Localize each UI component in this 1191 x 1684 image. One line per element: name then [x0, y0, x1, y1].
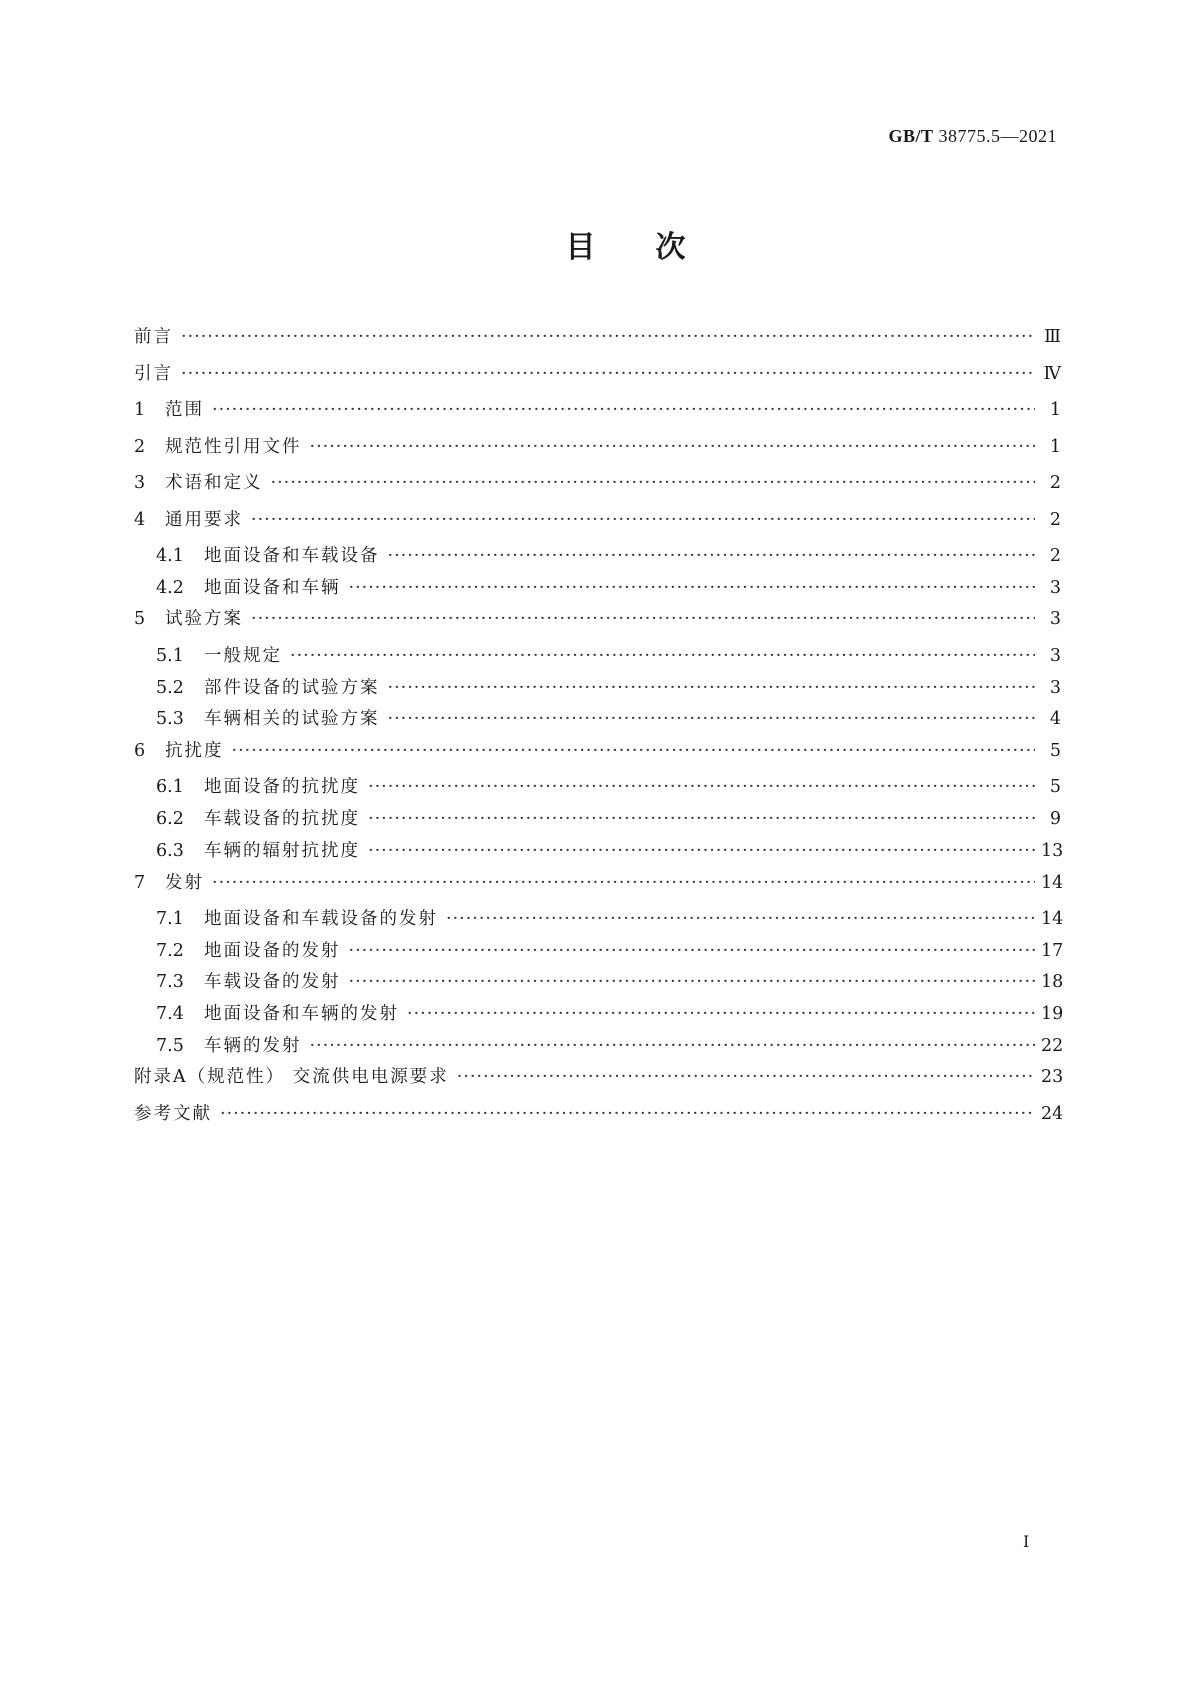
toc-entry-label: 车辆的发射	[204, 1035, 302, 1056]
toc-entry-page: 9	[1049, 809, 1061, 830]
toc-entry[interactable]	[134, 396, 1061, 433]
dot-leader	[181, 327, 1035, 347]
toc-entry-label: 引言	[134, 363, 173, 384]
toc-entry[interactable]	[134, 737, 1061, 774]
toc-entry[interactable]	[134, 1063, 1064, 1100]
dot-leader	[310, 437, 1036, 457]
toc-entry-label: 范围	[165, 400, 204, 420]
toc-entry-label: 地面设备和车载设备	[204, 546, 380, 566]
toc-entry-page: 3	[1049, 577, 1061, 598]
toc-entry-page: Ⅳ	[1043, 363, 1061, 384]
toc-entry-page: 1	[1049, 436, 1061, 457]
toc-entry[interactable]	[134, 1032, 1064, 1064]
toc-entry-label: 地面设备的抗扰度	[204, 777, 360, 798]
toc-entry-page: Ⅲ	[1044, 327, 1061, 347]
toc-entry-label: 规范性引用文件	[165, 436, 302, 457]
dot-leader	[446, 909, 1035, 929]
toc-entry-label: 一般规定	[204, 645, 282, 666]
toc-entry-page: 2	[1049, 473, 1061, 493]
toc-entry-number: 5.2	[156, 677, 184, 698]
toc-entry[interactable]	[134, 542, 1061, 574]
toc-entry-label: 参考文献	[134, 1103, 212, 1124]
toc-entry-number: 2	[134, 436, 146, 457]
toc-entry-page: 22	[1041, 1035, 1064, 1056]
dot-leader	[457, 1067, 1035, 1087]
toc-entry[interactable]	[134, 837, 1064, 869]
table-of-contents	[134, 323, 1064, 1136]
toc-entry-page: 24	[1041, 1103, 1064, 1124]
toc-entry-label: 车辆的辐射抗扰度	[204, 840, 360, 861]
toc-entry[interactable]	[134, 705, 1061, 737]
toc-entry[interactable]	[134, 506, 1061, 543]
toc-entry-page: 5	[1049, 777, 1061, 798]
dot-leader	[368, 777, 1035, 797]
toc-entry[interactable]	[134, 469, 1061, 506]
toc-entry-label: 车载设备的抗扰度	[204, 809, 360, 830]
toc-entry-number: 7	[134, 872, 146, 893]
toc-entry-page: 18	[1041, 972, 1064, 993]
toc-entry-number: 5	[134, 609, 146, 630]
toc-entry-label: 附录A（规范性） 交流供电电源要求	[134, 1067, 449, 1088]
toc-entry-page: 19	[1041, 1004, 1064, 1025]
toc-entry-number: 7.1	[156, 909, 184, 929]
toc-entry[interactable]	[134, 773, 1061, 805]
toc-entry-page: 2	[1049, 509, 1061, 530]
toc-entry-label: 通用要求	[165, 509, 243, 530]
dot-leader	[220, 1104, 1035, 1124]
toc-entry-number: 4.1	[156, 546, 184, 566]
toc-entry-label: 车载设备的发射	[204, 972, 341, 993]
dot-leader	[212, 400, 1035, 420]
toc-entry-label: 地面设备的发射	[204, 940, 341, 961]
toc-entry-label: 术语和定义	[165, 473, 263, 493]
toc-entry-label: 发射	[165, 872, 204, 893]
toc-entry[interactable]	[134, 905, 1064, 937]
toc-entry-page: 3	[1049, 645, 1061, 666]
toc-entry-number: 5.1	[156, 645, 184, 666]
toc-title: 目次	[565, 230, 746, 265]
dot-leader	[251, 609, 1035, 629]
toc-entry-number: 4.2	[156, 577, 184, 598]
toc-entry[interactable]	[134, 1100, 1064, 1137]
dot-leader	[310, 1036, 1036, 1056]
dot-leader	[271, 473, 1036, 493]
dot-leader	[349, 941, 1036, 961]
toc-entry-number: 6.3	[156, 840, 184, 861]
toc-entry-number: 4	[134, 509, 146, 530]
toc-entry-label: 部件设备的试验方案	[204, 677, 380, 698]
toc-entry-label: 试验方案	[165, 609, 243, 630]
toc-entry-number: 3	[134, 473, 146, 493]
toc-entry-label: 地面设备和车载设备的发射	[204, 909, 438, 929]
toc-entry-number: 1	[134, 400, 146, 420]
dot-leader	[232, 741, 1036, 761]
toc-entry-page: 14	[1041, 872, 1064, 893]
toc-entry[interactable]	[134, 674, 1061, 706]
dot-leader	[212, 873, 1035, 893]
toc-entry-number: 7.5	[156, 1035, 184, 1056]
toc-entry[interactable]	[134, 360, 1061, 397]
toc-entry-page: 3	[1049, 677, 1061, 698]
toc-entry-page: 14	[1041, 909, 1064, 929]
dot-leader	[368, 841, 1035, 861]
toc-entry[interactable]	[134, 605, 1061, 642]
toc-entry[interactable]	[134, 869, 1064, 906]
toc-entry-number: 7.2	[156, 940, 184, 961]
toc-entry[interactable]	[134, 642, 1061, 674]
toc-entry[interactable]	[134, 574, 1061, 606]
toc-entry[interactable]	[134, 433, 1061, 470]
toc-entry-page: 13	[1041, 840, 1064, 861]
toc-entry-number: 6.1	[156, 777, 184, 798]
standard-prefix: GB/T	[888, 126, 934, 146]
toc-entry-page: 2	[1049, 546, 1061, 566]
toc-entry-page: 3	[1049, 609, 1061, 630]
toc-entry[interactable]	[134, 805, 1061, 837]
toc-entry-page: 1	[1049, 400, 1061, 420]
toc-entry-label: 地面设备和车辆	[204, 577, 341, 598]
standard-code	[888, 126, 1057, 147]
toc-entry-number: 6	[134, 740, 146, 761]
dot-leader	[388, 709, 1036, 729]
toc-entry-page: 17	[1041, 940, 1064, 961]
standard-number: 38775.5—2021	[938, 126, 1057, 146]
dot-leader	[349, 972, 1036, 992]
toc-entry-label: 抗扰度	[165, 740, 224, 761]
dot-leader	[388, 678, 1036, 698]
toc-entry[interactable]	[134, 937, 1064, 969]
toc-entry-page: 23	[1041, 1067, 1064, 1088]
dot-leader	[368, 809, 1035, 829]
dot-leader	[407, 1004, 1035, 1024]
dot-leader	[251, 510, 1035, 530]
dot-leader	[349, 578, 1036, 598]
toc-entry-number: 7.4	[156, 1004, 184, 1025]
dot-leader	[290, 646, 1035, 666]
page-number: Ⅰ	[1023, 1532, 1030, 1551]
toc-entry-label: 车辆相关的试验方案	[204, 709, 380, 730]
toc-entry-number: 7.3	[156, 972, 184, 993]
toc-entry-label: 前言	[134, 327, 173, 347]
toc-entry-label: 地面设备和车辆的发射	[204, 1004, 399, 1025]
toc-entry-number: 5.3	[156, 709, 184, 730]
toc-entry[interactable]	[134, 1000, 1064, 1032]
toc-entry[interactable]	[134, 968, 1064, 1000]
toc-entry[interactable]	[134, 323, 1061, 360]
toc-entry-page: 4	[1049, 709, 1061, 730]
toc-entry-page: 5	[1049, 740, 1061, 761]
dot-leader	[181, 364, 1035, 384]
toc-entry-number: 6.2	[156, 809, 184, 830]
dot-leader	[388, 546, 1036, 566]
